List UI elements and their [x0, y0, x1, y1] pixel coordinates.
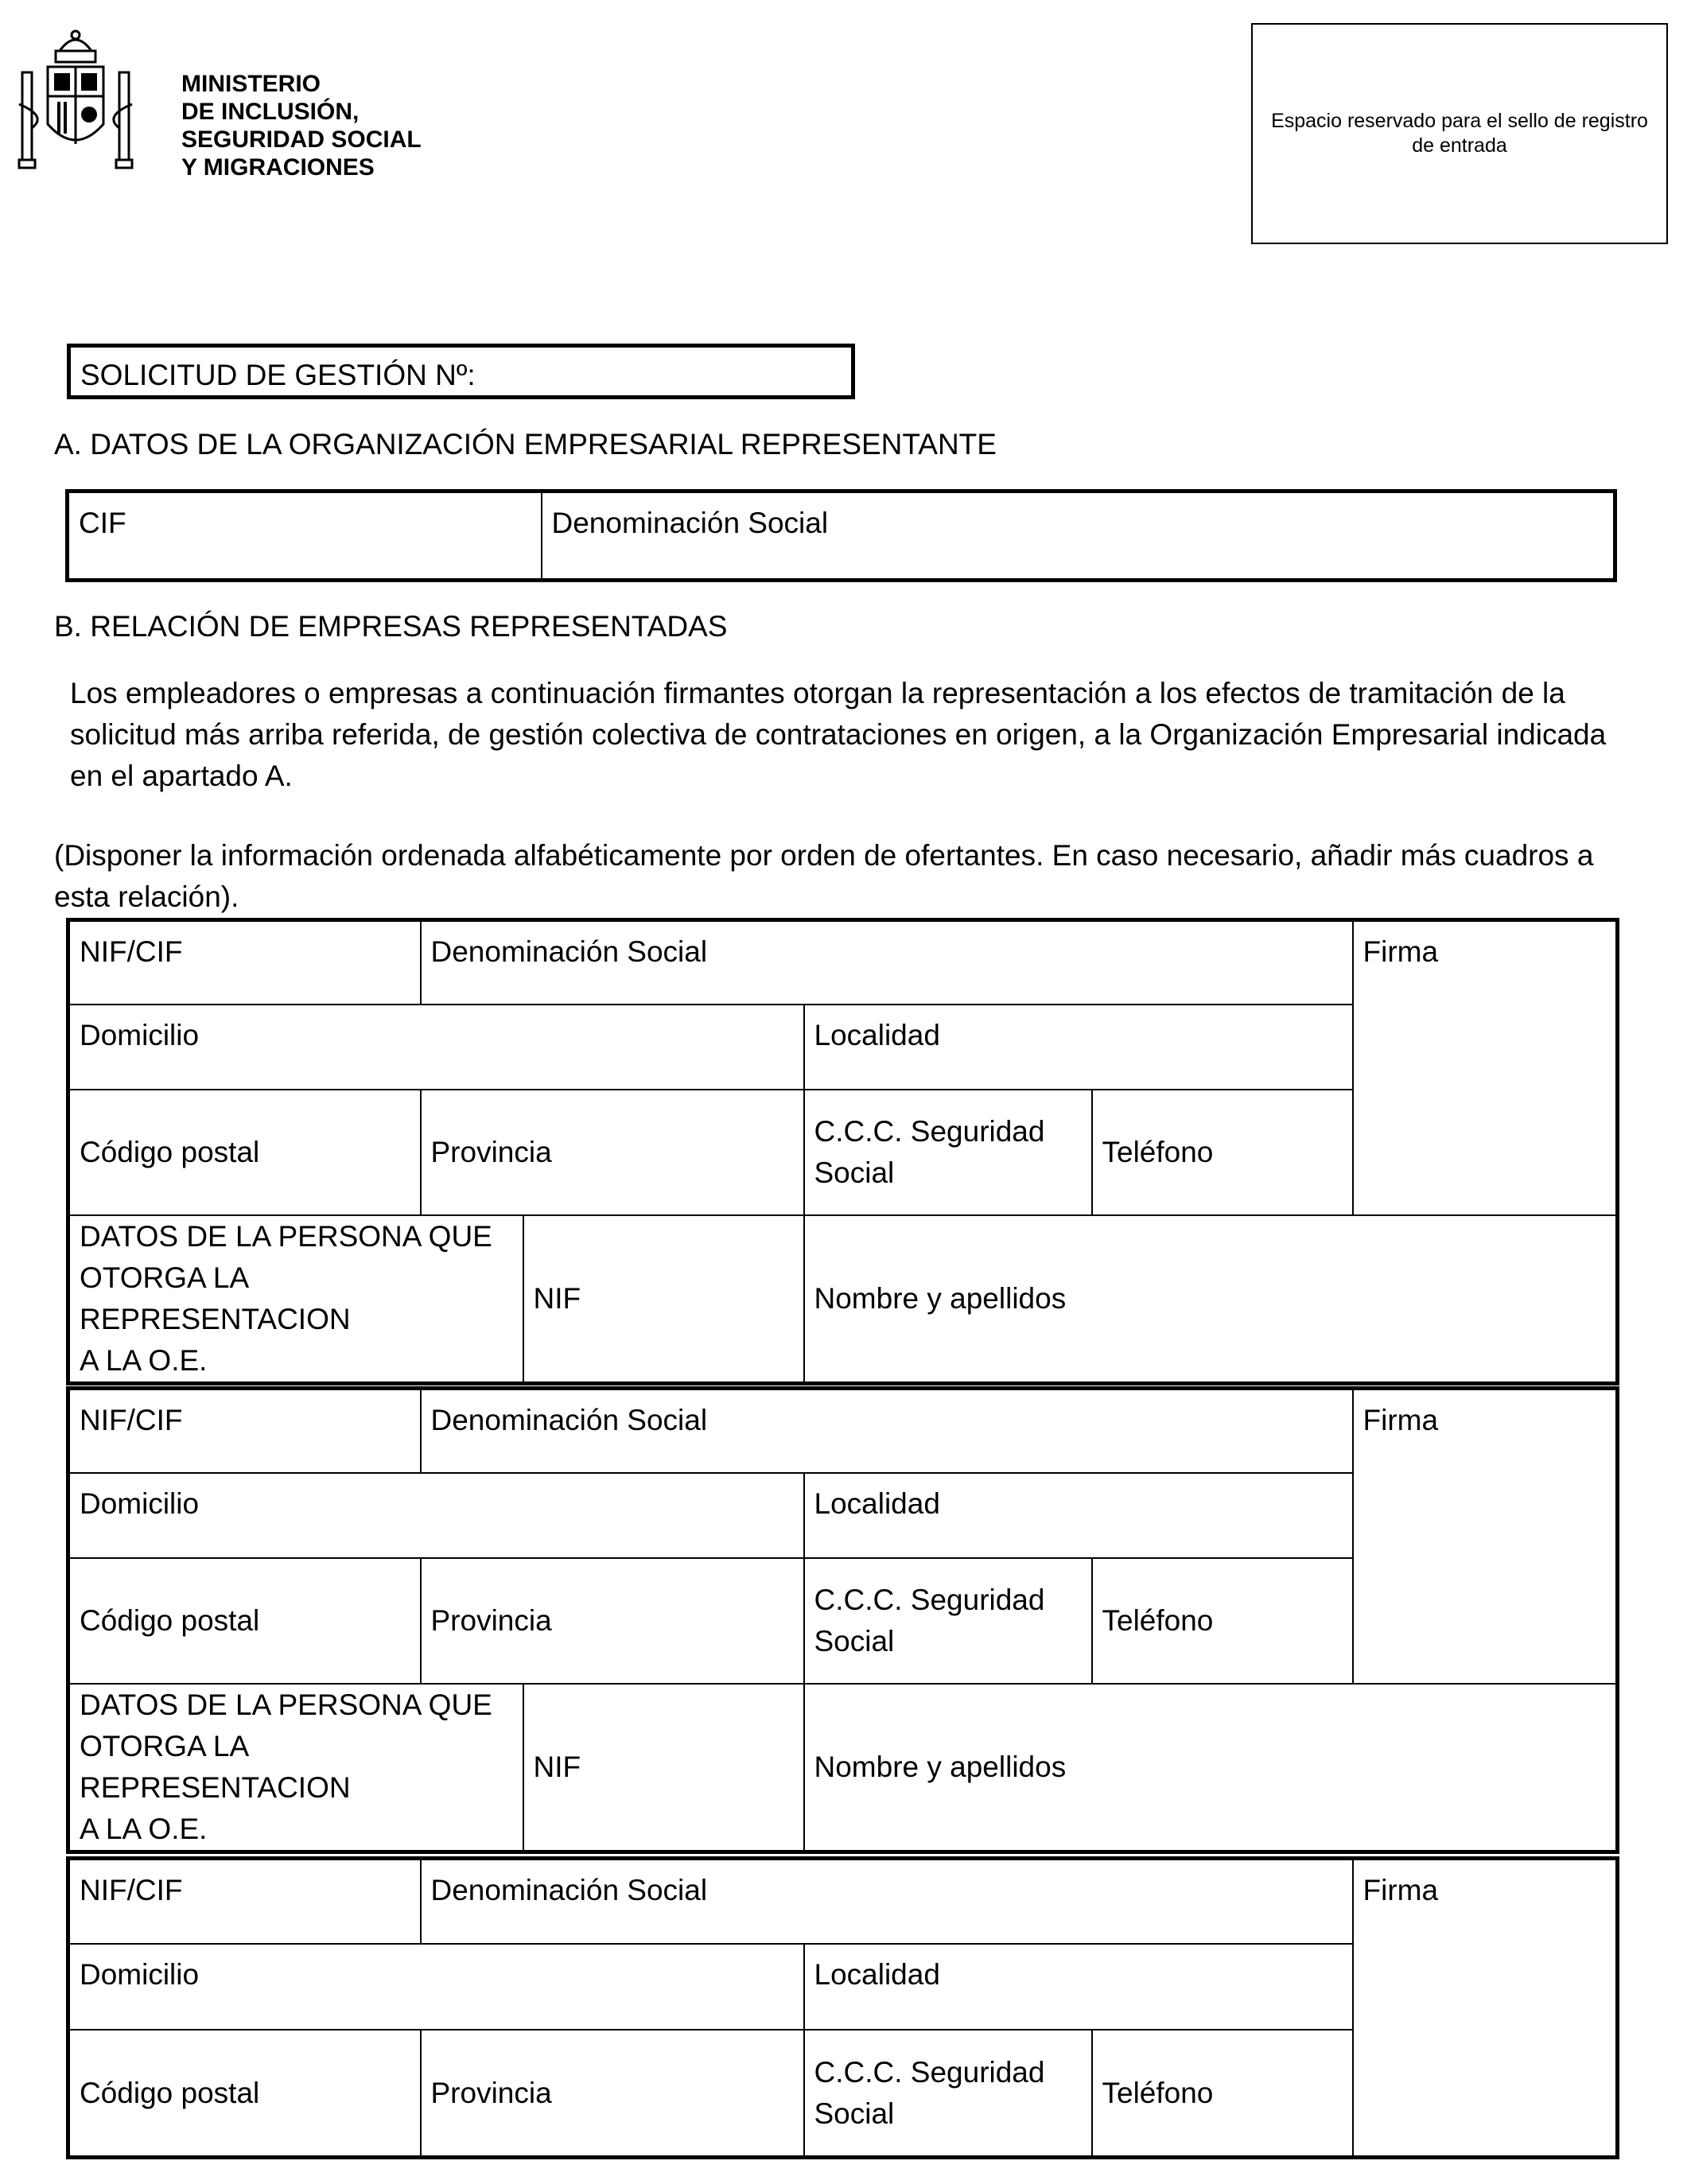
- nif-cif-label: NIF/CIF: [80, 1874, 183, 1906]
- firma-field[interactable]: [1353, 1389, 1618, 1684]
- nif-cif-field[interactable]: [68, 1389, 421, 1473]
- denominacion-label: Denominación Social: [430, 1874, 708, 1906]
- localidad-label: Localidad: [814, 1486, 940, 1520]
- ccc-label: Social: [814, 1156, 895, 1189]
- provincia-label: Provincia: [430, 2076, 552, 2109]
- telefono-label: Teléfono: [1102, 1603, 1214, 1637]
- stamp-text: Espacio reservado para el sello de registro de entrada: [1271, 110, 1648, 157]
- datos-persona-label: DATOS DE LA PERSONA QUE: [80, 1688, 492, 1721]
- cif-field[interactable]: [68, 492, 542, 581]
- localidad-label: Localidad: [814, 1018, 940, 1051]
- provincia-field[interactable]: [421, 2030, 804, 2157]
- solicitud-label: SOLICITUD DE GESTIÓN Nº:: [80, 359, 476, 391]
- nif-label: NIF: [533, 1750, 581, 1783]
- denominacion-label: Denominación Social: [430, 1404, 708, 1436]
- ministry-line: Y MIGRACIONES: [181, 154, 375, 181]
- section-b-note: (Disponer la información ordenada alfabéticamente por orden de ofertantes. En caso necesario, añadir más cuadros a esta relación).: [54, 839, 1594, 913]
- section-b-paragraph: Los empleadores o empresas a continuación firmantes otorgan la representación a los efectos de tramitación de la solicitud más arriba referida, de gestión colectiva de contrataciones en origen, a la Organización Empresarial indicada en el apartado A.: [70, 677, 1607, 792]
- nif-field[interactable]: [523, 1215, 804, 1384]
- nif-field[interactable]: [523, 1684, 804, 1852]
- telefono-field[interactable]: [1092, 1558, 1353, 1684]
- ccc-label: Social: [814, 1624, 895, 1657]
- localidad-field[interactable]: [804, 1473, 1353, 1558]
- ministry-line: SEGURIDAD SOCIAL: [181, 126, 422, 153]
- ccc-field[interactable]: [804, 1090, 1092, 1215]
- denominacion-label: Denominación Social: [551, 507, 829, 539]
- solicitud-number-field[interactable]: [67, 344, 855, 399]
- ccc-label: C.C.C. Seguridad: [814, 2055, 1045, 2089]
- firma-field[interactable]: [1353, 1859, 1618, 2158]
- ccc-label: C.C.C. Seguridad: [814, 1583, 1045, 1616]
- datos-persona-label: DATOS DE LA PERSONA QUE: [80, 1219, 492, 1253]
- domicilio-field[interactable]: [68, 1944, 804, 2030]
- nif-cif-label: NIF/CIF: [80, 935, 183, 968]
- firma-label: Firma: [1363, 1404, 1439, 1436]
- coat-of-arms-logo: [16, 29, 135, 188]
- section-b-heading: B. RELACIÓN DE EMPRESAS REPRESENTADAS: [54, 610, 728, 643]
- denominacion-social-field[interactable]: [421, 920, 1353, 1005]
- datos-persona-label: A LA O.E.: [80, 1812, 208, 1845]
- empresa-block: [66, 1856, 1619, 2159]
- telefono-label: Teléfono: [1102, 1135, 1214, 1168]
- localidad-field[interactable]: [804, 1944, 1353, 2030]
- codigo-postal-field[interactable]: [68, 1090, 421, 1215]
- datos-persona-label-cell: [68, 1215, 523, 1384]
- localidad-field[interactable]: [804, 1005, 1353, 1090]
- empresa-block: [66, 1386, 1619, 1854]
- denominacion-social-field[interactable]: [542, 492, 1615, 581]
- nif-cif-field[interactable]: [68, 1859, 421, 1944]
- ministry-name: [181, 70, 422, 181]
- codigo-postal-field[interactable]: [68, 2030, 421, 2157]
- nif-cif-field[interactable]: [68, 920, 421, 1005]
- firma-field[interactable]: [1353, 920, 1618, 1215]
- ccc-label: Social: [814, 2097, 895, 2130]
- provincia-label: Provincia: [430, 1135, 552, 1168]
- nif-label: NIF: [533, 1281, 581, 1315]
- empresa-block: [66, 918, 1619, 1385]
- firma-label: Firma: [1363, 935, 1439, 968]
- nombre-label: Nombre y apellidos: [814, 1281, 1067, 1315]
- codigo-postal-label: Código postal: [80, 2076, 260, 2109]
- provincia-field[interactable]: [421, 1558, 804, 1684]
- ccc-field[interactable]: [804, 1558, 1092, 1684]
- domicilio-label: Domicilio: [80, 1486, 200, 1520]
- domicilio-field[interactable]: [68, 1473, 804, 1558]
- datos-persona-label-cell: [68, 1684, 523, 1852]
- provincia-field[interactable]: [421, 1090, 804, 1215]
- telefono-label: Teléfono: [1102, 2076, 1214, 2109]
- provincia-label: Provincia: [430, 1603, 552, 1637]
- section-a-heading: A. DATOS DE LA ORGANIZACIÓN EMPRESARIAL REPRESENTANTE: [54, 428, 997, 461]
- domicilio-field[interactable]: [68, 1005, 804, 1090]
- telefono-field[interactable]: [1092, 1090, 1353, 1215]
- ccc-field[interactable]: [804, 2030, 1092, 2157]
- domicilio-label: Domicilio: [80, 1957, 200, 1991]
- datos-persona-label: OTORGA LA REPRESENTACION: [80, 1261, 351, 1335]
- organizacion-table: [65, 489, 1617, 582]
- localidad-label: Localidad: [814, 1957, 940, 1991]
- cif-label: CIF: [79, 507, 126, 539]
- telefono-field[interactable]: [1092, 2030, 1353, 2157]
- domicilio-label: Domicilio: [80, 1018, 200, 1051]
- denominacion-social-field[interactable]: [421, 1389, 1353, 1473]
- ccc-label: C.C.C. Seguridad: [814, 1114, 1045, 1148]
- codigo-postal-label: Código postal: [80, 1603, 260, 1637]
- ministry-line: DE INCLUSIÓN,: [181, 99, 360, 125]
- nombre-label: Nombre y apellidos: [814, 1750, 1067, 1783]
- codigo-postal-label: Código postal: [80, 1135, 260, 1168]
- datos-persona-label: A LA O.E.: [80, 1343, 208, 1377]
- nombre-apellidos-field[interactable]: [804, 1215, 1618, 1384]
- nombre-apellidos-field[interactable]: [804, 1684, 1618, 1852]
- denominacion-social-field[interactable]: [421, 1859, 1353, 1944]
- ministry-line: MINISTERIO: [181, 71, 321, 97]
- nif-cif-label: NIF/CIF: [80, 1404, 183, 1436]
- registry-stamp-box: [1251, 23, 1668, 244]
- denominacion-label: Denominación Social: [430, 935, 708, 968]
- datos-persona-label: OTORGA LA REPRESENTACION: [80, 1729, 351, 1804]
- codigo-postal-field[interactable]: [68, 1558, 421, 1684]
- firma-label: Firma: [1363, 1874, 1439, 1906]
